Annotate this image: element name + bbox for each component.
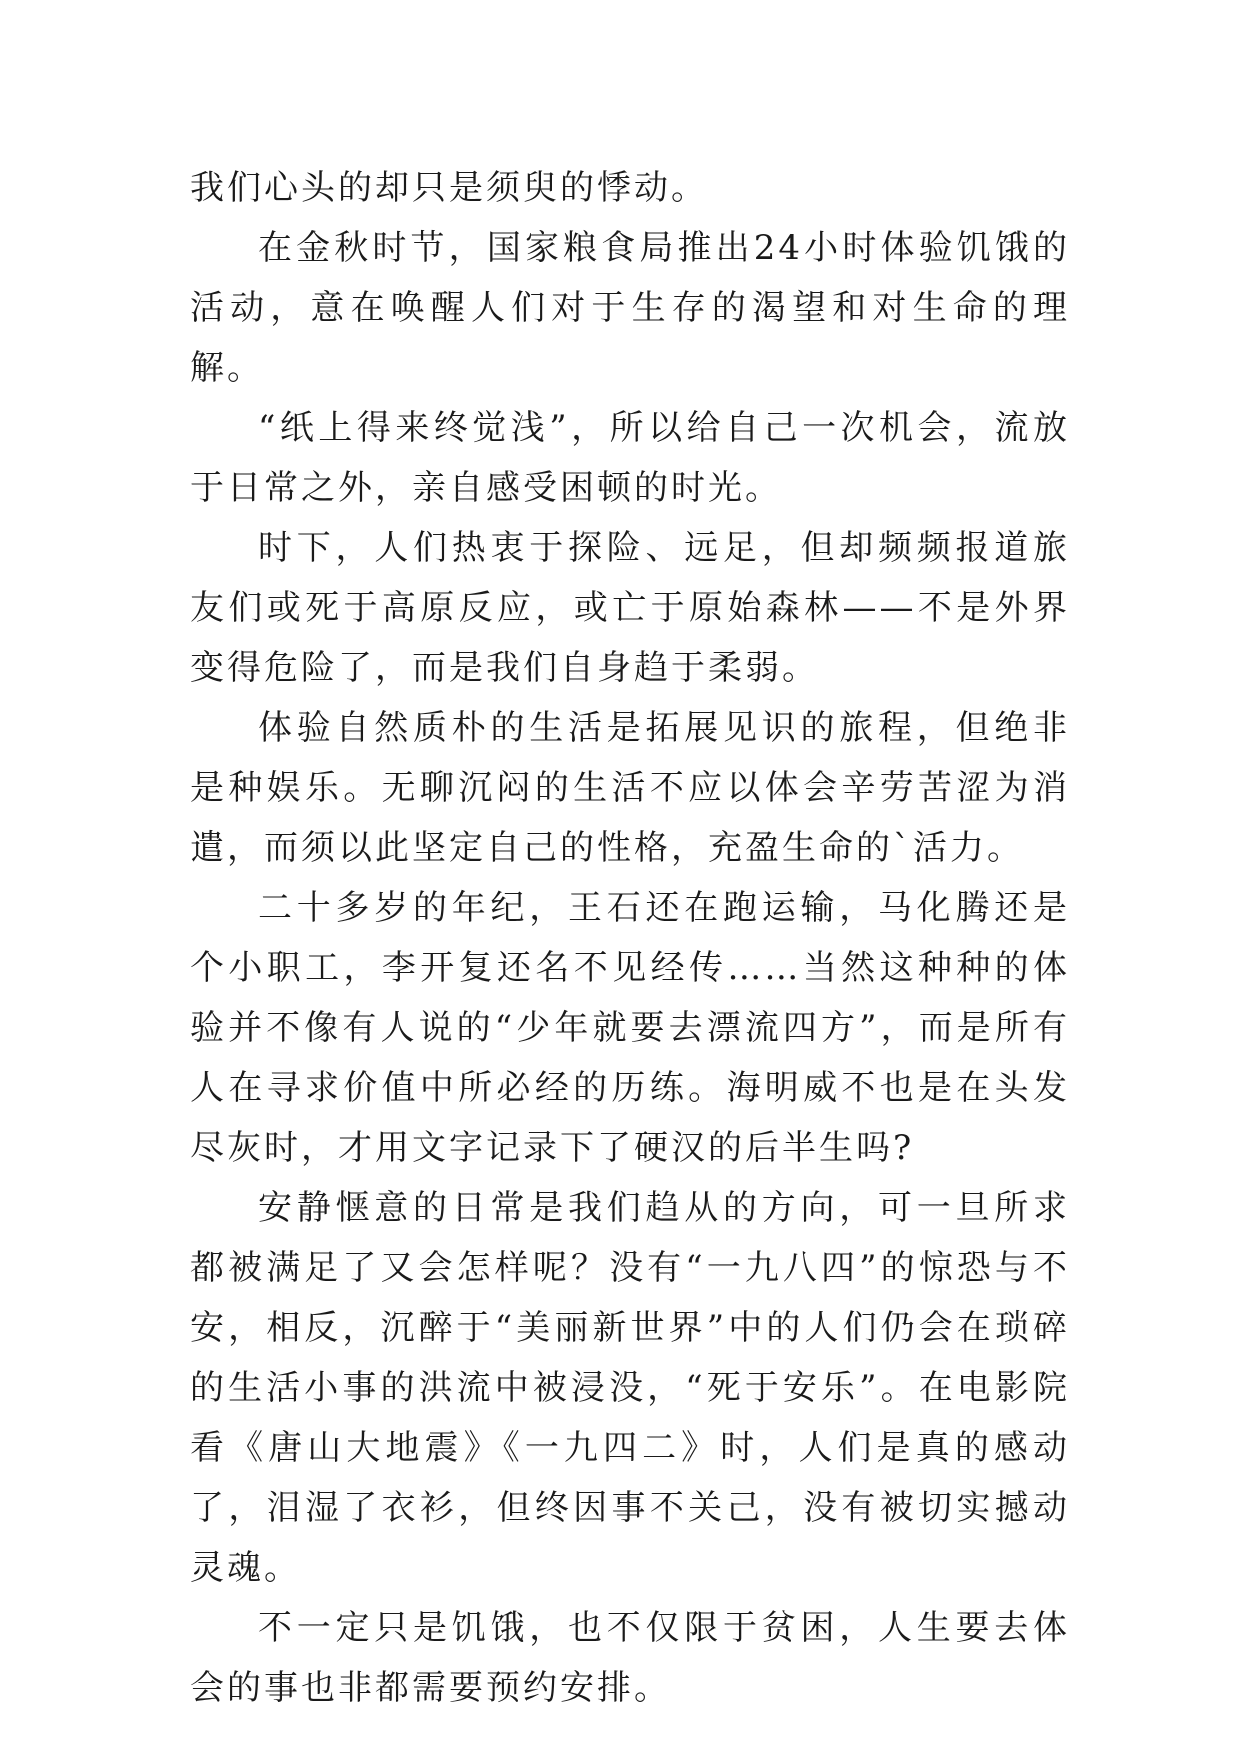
paragraph: 二十多岁的年纪，王石还在跑运输，马化腾还是个小职工，李开复还名不见经传……当然这种种的体验并不像有人说的“少年就要去漂流四方”，而是所有人在寻求价值中所必经的历练。海明威不也是在头发尽灰时，才用文字记录下了硬汉的后半生吗? bbox=[190, 888, 1070, 1168]
paragraph: 不一定只是饥饿，也不仅限于贫困，人生要去体会的事也非都需要预约安排。 bbox=[190, 1608, 1070, 1708]
paragraph: 在金秋时节，国家粮食局推出24小时体验饥饿的活动，意在唤醒人们对于生存的渴望和对生命的理解。 bbox=[190, 228, 1070, 388]
paragraph: “纸上得来终觉浅”，所以给自己一次机会，流放于日常之外，亲自感受困顿的时光。 bbox=[190, 408, 1070, 508]
paragraph: 安静惬意的日常是我们趋从的方向，可一旦所求都被满足了又会怎样呢？没有“一九八四”的惊恐与不安，相反，沉醉于“美丽新世界”中的人们仍会在琐碎的生活小事的洪流中被浸没，“死于安乐”。在电影院看《唐山大地震》《一九四二》时，人们是真的感动了，泪湿了衣衫，但终因事不关己，没有被切实撼动灵魂。 bbox=[190, 1188, 1070, 1588]
paragraph-continuation: 我们心头的却只是须臾的悸动。 bbox=[190, 168, 708, 208]
paragraph: 时下，人们热衷于探险、远足，但却频频报道旅友们或死于高原反应，或亡于原始森林——不是外界变得危险了，而是我们自身趋于柔弱。 bbox=[190, 528, 1070, 688]
paragraph: 体验自然质朴的生活是拓展见识的旅程，但绝非是种娱乐。无聊沉闷的生活不应以体会辛劳苦涩为消遣，而须以此坚定自己的性格，充盈生命的`活力。 bbox=[190, 708, 1070, 868]
document-body bbox=[190, 158, 1070, 1718]
